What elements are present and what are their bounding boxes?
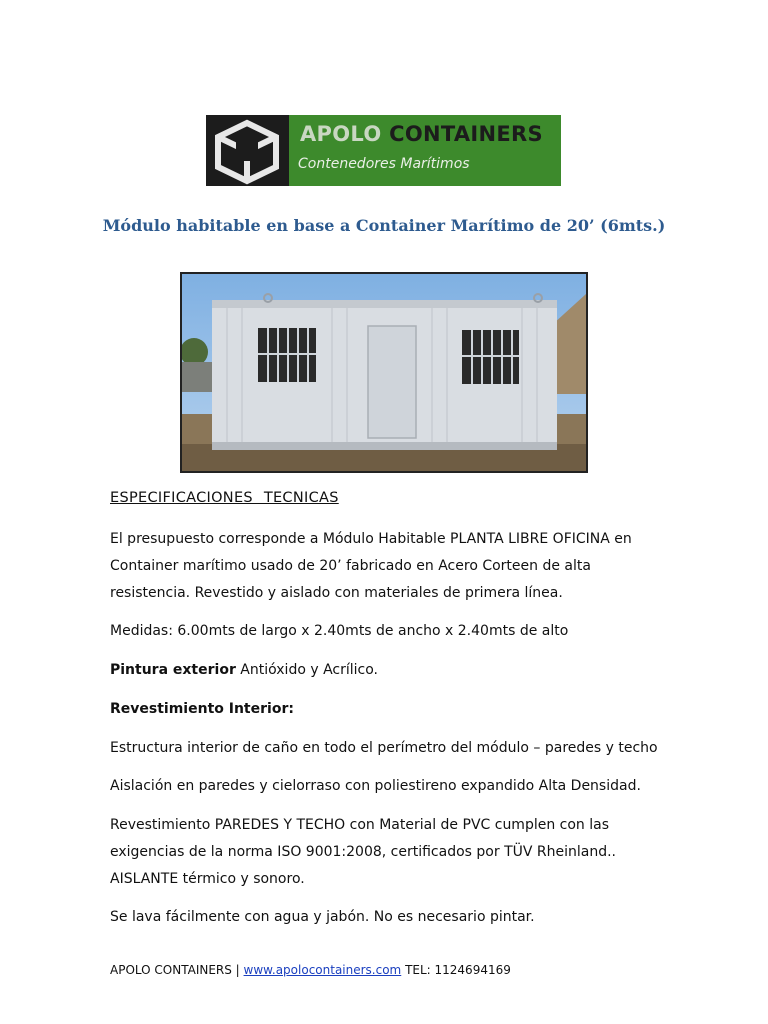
footer-website-link[interactable]: www.apolocontainers.com (243, 963, 402, 977)
paragraph-intro (110, 526, 670, 607)
footer-company: APOLO CONTAINERS | (110, 963, 244, 977)
paragraph-aislacion (110, 773, 670, 800)
paragraph-lavado (110, 904, 670, 931)
footer-tel: TEL: 1124694169 (401, 963, 511, 977)
estructura-text: Estructura interior de caño en todo el perímetro del módulo – paredes y techo (110, 740, 658, 756)
paragraph-estructura (110, 735, 670, 762)
lavado-text: Se lava fácilmente con agua y jabón. No es necesario pintar. (110, 909, 535, 925)
document-title: Módulo habitable en base a Container Marítimo de 20’ (6mts.) (102, 216, 666, 235)
medidas-text: Medidas: 6.00mts de largo x 2.40mts de ancho x 2.40mts de alto (110, 623, 569, 639)
paragraph-medidas (110, 618, 670, 645)
company-logo (206, 115, 561, 186)
revestimiento-heading (110, 696, 670, 723)
page-footer (110, 963, 511, 977)
intro-text: El presupuesto corresponde a Módulo Habitable PLANTA LIBRE OFICINA en Container marítimo usado de 20’ fabricado en Acero Corteen de alta resistencia. Revestido y aislado con materiales de primera línea. (110, 531, 632, 601)
pintura-line (110, 657, 670, 684)
pintura-label: Pintura exterior (110, 662, 236, 678)
paragraph-pintura (110, 657, 670, 684)
paragraph-revestimiento-pvc (110, 812, 670, 893)
container-cube-icon (206, 115, 289, 186)
logo-brand-containers: CONTAINERS (389, 122, 543, 146)
logo-brand-name (300, 122, 543, 146)
paragraph-revestimiento-heading (110, 696, 670, 723)
aislacion-text: Aislación en paredes y cielorraso con poliestireno expandido Alta Densidad. (110, 778, 641, 794)
section-heading: ESPECIFICACIONES TECNICAS (110, 490, 339, 506)
container-module-photo (180, 272, 588, 473)
revestimiento-pvc-text: Revestimiento PAREDES Y TECHO con Material de PVC cumplen con las exigencias de la norma ISO 9001:2008, certificados por TÜV Rheinland.. AISLANTE térmico y sonoro. (110, 817, 616, 887)
pintura-text: Antióxido y Acrílico. (235, 662, 379, 678)
revestimiento-heading-text: Revestimiento Interior: (110, 701, 294, 717)
logo-tagline: Contenedores Marítimos (298, 156, 470, 172)
logo-brand-apolo: APOLO (300, 122, 382, 146)
